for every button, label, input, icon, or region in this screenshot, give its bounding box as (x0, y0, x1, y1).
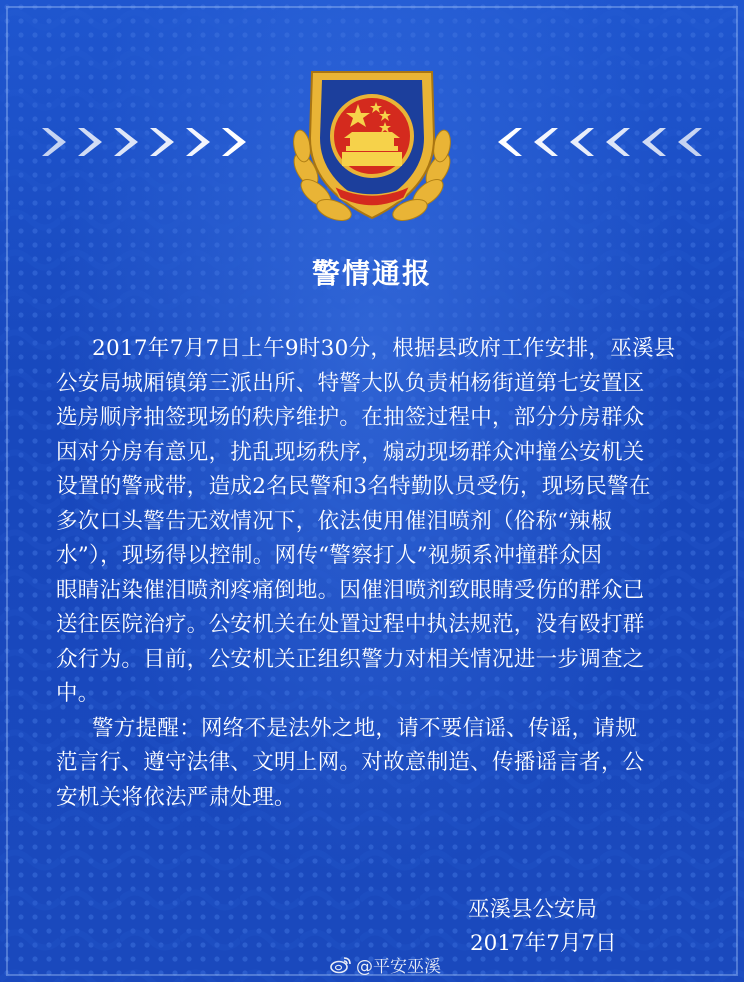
chevron-decoration-left-icon (40, 124, 280, 160)
paragraph-police-reminder (56, 712, 706, 816)
weibo-icon (330, 956, 352, 974)
signature-date: 2017年7月7日 (470, 931, 617, 956)
text-line: 眼睛沾染催泪喷剂疼痛倒地。因催泪喷剂致眼睛受伤的群众已 (56, 577, 645, 603)
text-line: 警方提醒：网络不是法外之地，请不要信谣、传谣，请规 (92, 715, 638, 741)
text-line: 中。 (56, 681, 100, 706)
chevron-decoration-right-icon (494, 124, 704, 160)
paragraph-incident (56, 332, 706, 712)
text-line: 多次口头警告无效情况下，依法使用催泪喷剂（俗称“辣椒 (56, 508, 613, 534)
police-emblem-icon (284, 58, 460, 236)
weibo-account: @平安巫溪 (356, 957, 441, 977)
text-line: 2017年7月7日上午9时30分，根据县政府工作安排，巫溪县 (92, 336, 676, 361)
text-line: 选房顺序抽签现场的秩序维护。在抽签过程中，部分分房群众 (56, 405, 645, 430)
text-line: 范言行、遵守法律、文明上网。对故意制造、传播谣言者，公 (56, 750, 645, 775)
notice-body (56, 332, 706, 815)
text-line: 送往医院治疗。公安机关在处置过程中执法规范，没有殴打群 (56, 612, 645, 637)
text-line: 因对分房有意见，扰乱现场秩序，煽动现场群众冲撞公安机关 (56, 439, 645, 465)
signature-organization: 巫溪县公安局 (468, 897, 598, 922)
text-line: 公安局城厢镇第三派出所、特警大队负责柏杨街道第七安置区 (56, 370, 645, 396)
text-line: 众行为。目前，公安机关正组织警力对相关情况进一步调查之 (56, 646, 645, 672)
notice-title: 警情通报 (311, 257, 432, 290)
text-line: 水”），现场得以控制。网传“警察打人”视频系冲撞群众因 (56, 543, 603, 568)
weibo-watermark (330, 952, 441, 977)
text-line: 安机关将依法严肃处理。 (56, 784, 296, 810)
text-line: 设置的警戒带，造成2名民警和3名特勤队员受伤，现场民警在 (56, 474, 651, 499)
